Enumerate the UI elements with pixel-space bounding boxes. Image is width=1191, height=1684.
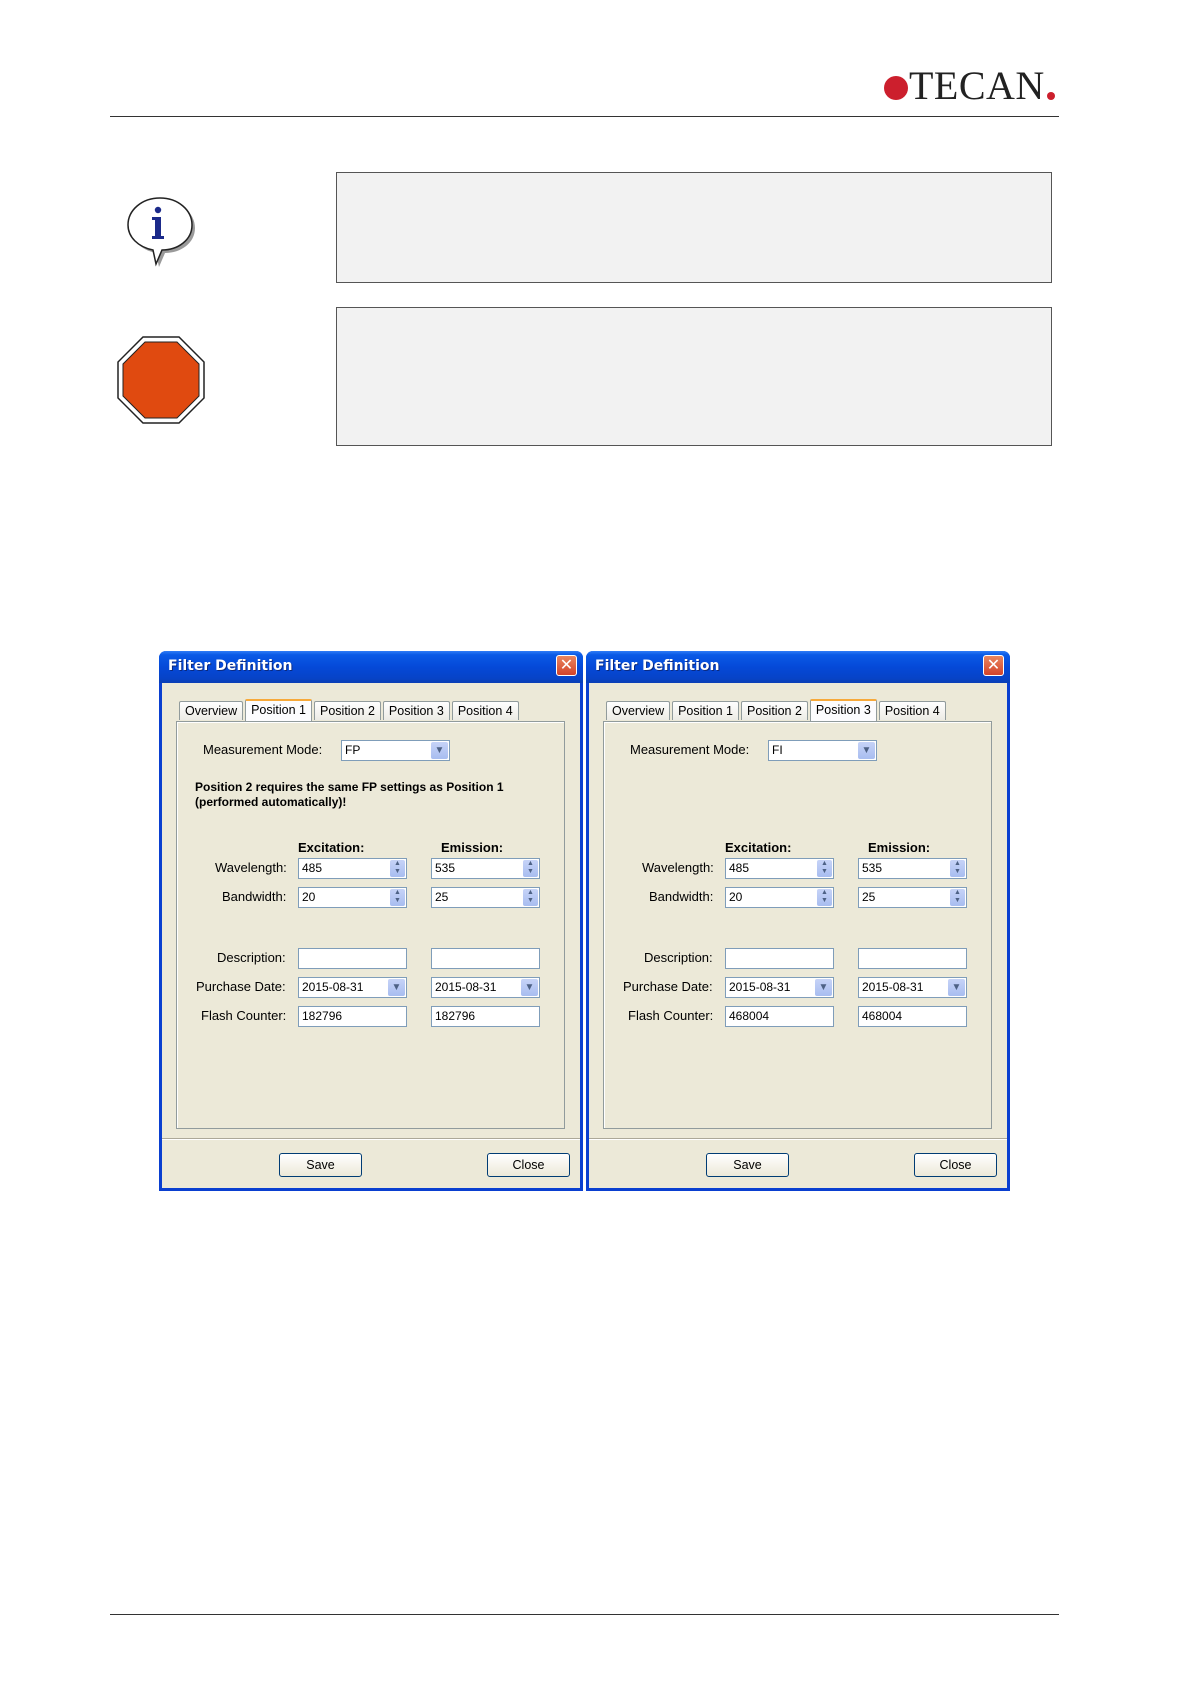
- emission-description-input[interactable]: [431, 948, 540, 969]
- tab-position-2[interactable]: Position 2: [741, 701, 808, 720]
- excitation-purchase-date-value: 2015-08-31: [302, 980, 364, 994]
- chevron-down-icon[interactable]: ▼: [948, 979, 965, 996]
- emission-purchase-date-picker[interactable]: [431, 977, 540, 998]
- filter-definition-dialog-position-3: [586, 651, 1010, 1191]
- emission-bandwidth-input[interactable]: [431, 887, 540, 908]
- chevron-down-icon[interactable]: ▼: [431, 742, 448, 759]
- emission-wavelength-value: 535: [862, 861, 883, 875]
- description-label: Description:: [644, 950, 713, 965]
- measurement-mode-value: FI: [772, 743, 783, 757]
- spinner-icon[interactable]: ▲ ▼: [817, 889, 832, 906]
- spinner-icon[interactable]: ▲ ▼: [523, 889, 538, 906]
- save-button[interactable]: Save: [706, 1153, 789, 1177]
- spinner-icon[interactable]: ▲ ▼: [390, 860, 405, 877]
- excitation-purchase-date-picker[interactable]: [298, 977, 407, 998]
- excitation-bandwidth-input[interactable]: [298, 887, 407, 908]
- spinner-icon[interactable]: ▲ ▼: [950, 860, 965, 877]
- chevron-down-icon[interactable]: ▼: [388, 979, 405, 996]
- measurement-mode-select[interactable]: [341, 740, 450, 761]
- excitation-bandwidth-input[interactable]: [725, 887, 834, 908]
- spinner-icon[interactable]: ▲ ▼: [817, 860, 832, 877]
- tab-overview[interactable]: Overview: [606, 701, 670, 720]
- tab-overview[interactable]: Overview: [179, 701, 243, 720]
- description-label: Description:: [217, 950, 286, 965]
- info-note-box: [336, 172, 1052, 283]
- bandwidth-label: Bandwidth:: [222, 889, 287, 904]
- logo-text: TECAN: [909, 63, 1045, 108]
- chevron-down-icon[interactable]: ▼: [521, 979, 538, 996]
- tab-position-4[interactable]: Position 4: [452, 701, 519, 720]
- tecan-logo: [884, 63, 1055, 108]
- emission-purchase-date-value: 2015-08-31: [435, 980, 497, 994]
- close-icon[interactable]: ✕: [983, 655, 1004, 676]
- emission-wavelength-value: 535: [435, 861, 456, 875]
- spinner-icon[interactable]: ▲ ▼: [950, 889, 965, 906]
- tab-panel: [176, 721, 565, 1129]
- emission-header: Emission:: [441, 840, 504, 855]
- tab-strip: [606, 699, 948, 719]
- footer-divider: [589, 1138, 1007, 1139]
- dialog-title: Filter Definition: [168, 658, 293, 674]
- tab-panel: [603, 721, 992, 1129]
- excitation-description-input[interactable]: [298, 948, 407, 969]
- excitation-bandwidth-value: 20: [729, 890, 743, 904]
- emission-flash-counter-input[interactable]: [431, 1006, 540, 1027]
- emission-bandwidth-value: 25: [435, 890, 449, 904]
- excitation-purchase-date-value: 2015-08-31: [729, 980, 791, 994]
- excitation-header: Excitation:: [298, 840, 365, 855]
- chevron-down-icon[interactable]: ▼: [815, 979, 832, 996]
- excitation-wavelength-value: 485: [729, 861, 750, 875]
- logo-dot-icon: [884, 76, 908, 100]
- dialog-titlebar[interactable]: [586, 651, 1010, 683]
- save-button[interactable]: Save: [279, 1153, 362, 1177]
- footer-rule: [110, 1614, 1059, 1615]
- info-speech-bubble-icon: [120, 192, 200, 268]
- emission-wavelength-input[interactable]: [858, 858, 967, 879]
- emission-wavelength-input[interactable]: [431, 858, 540, 879]
- close-icon[interactable]: ✕: [556, 655, 577, 676]
- emission-flash-counter-value: 182796: [435, 1009, 476, 1023]
- emission-flash-counter-input[interactable]: [858, 1006, 967, 1027]
- measurement-mode-select[interactable]: [768, 740, 877, 761]
- measurement-mode-label: Measurement Mode:: [203, 742, 323, 757]
- purchase-date-label: Purchase Date:: [196, 979, 286, 994]
- emission-header: Emission:: [868, 840, 931, 855]
- header-rule: [110, 116, 1059, 117]
- emission-bandwidth-input[interactable]: [858, 887, 967, 908]
- tab-position-1[interactable]: Position 1: [672, 701, 739, 720]
- excitation-flash-counter-input[interactable]: [298, 1006, 407, 1027]
- flash-counter-label: Flash Counter:: [628, 1008, 714, 1023]
- excitation-flash-counter-value: 182796: [302, 1009, 343, 1023]
- tab-position-3[interactable]: Position 3: [810, 699, 877, 721]
- excitation-bandwidth-value: 20: [302, 890, 316, 904]
- emission-purchase-date-picker[interactable]: [858, 977, 967, 998]
- stop-note-box: [336, 307, 1052, 446]
- wavelength-label: Wavelength:: [642, 860, 714, 875]
- tab-position-2[interactable]: Position 2: [314, 701, 381, 720]
- excitation-wavelength-input[interactable]: [725, 858, 834, 879]
- excitation-wavelength-input[interactable]: [298, 858, 407, 879]
- footer-divider: [162, 1138, 580, 1139]
- excitation-flash-counter-value: 468004: [729, 1009, 770, 1023]
- position-warning-text: Position 2 requires the same FP settings as Position 1 (performed automatically)!: [195, 780, 504, 809]
- close-button[interactable]: Close: [487, 1153, 570, 1177]
- spinner-icon[interactable]: ▲ ▼: [390, 889, 405, 906]
- emission-purchase-date-value: 2015-08-31: [862, 980, 924, 994]
- logo-period-icon: [1047, 92, 1055, 100]
- emission-bandwidth-value: 25: [862, 890, 876, 904]
- stop-sign-icon: [116, 335, 206, 425]
- emission-flash-counter-value: 468004: [862, 1009, 903, 1023]
- excitation-header: Excitation:: [725, 840, 792, 855]
- measurement-mode-value: FP: [345, 743, 361, 757]
- measurement-mode-label: Measurement Mode:: [630, 742, 750, 757]
- emission-description-input[interactable]: [858, 948, 967, 969]
- bandwidth-label: Bandwidth:: [649, 889, 714, 904]
- purchase-date-label: Purchase Date:: [623, 979, 713, 994]
- flash-counter-label: Flash Counter:: [201, 1008, 287, 1023]
- excitation-purchase-date-picker[interactable]: [725, 977, 834, 998]
- tab-strip: [179, 699, 521, 719]
- excitation-description-input[interactable]: [725, 948, 834, 969]
- tab-position-3[interactable]: Position 3: [383, 701, 450, 720]
- excitation-wavelength-value: 485: [302, 861, 323, 875]
- close-button[interactable]: Close: [914, 1153, 997, 1177]
- dialog-titlebar[interactable]: [159, 651, 583, 683]
- spinner-icon[interactable]: ▲ ▼: [523, 860, 538, 877]
- tab-position-4[interactable]: Position 4: [879, 701, 946, 720]
- excitation-flash-counter-input[interactable]: [725, 1006, 834, 1027]
- filter-definition-dialog-position-1: [159, 651, 583, 1191]
- tab-position-1[interactable]: Position 1: [245, 699, 312, 721]
- chevron-down-icon[interactable]: ▼: [858, 742, 875, 759]
- wavelength-label: Wavelength:: [215, 860, 287, 875]
- dialog-title: Filter Definition: [595, 658, 720, 674]
